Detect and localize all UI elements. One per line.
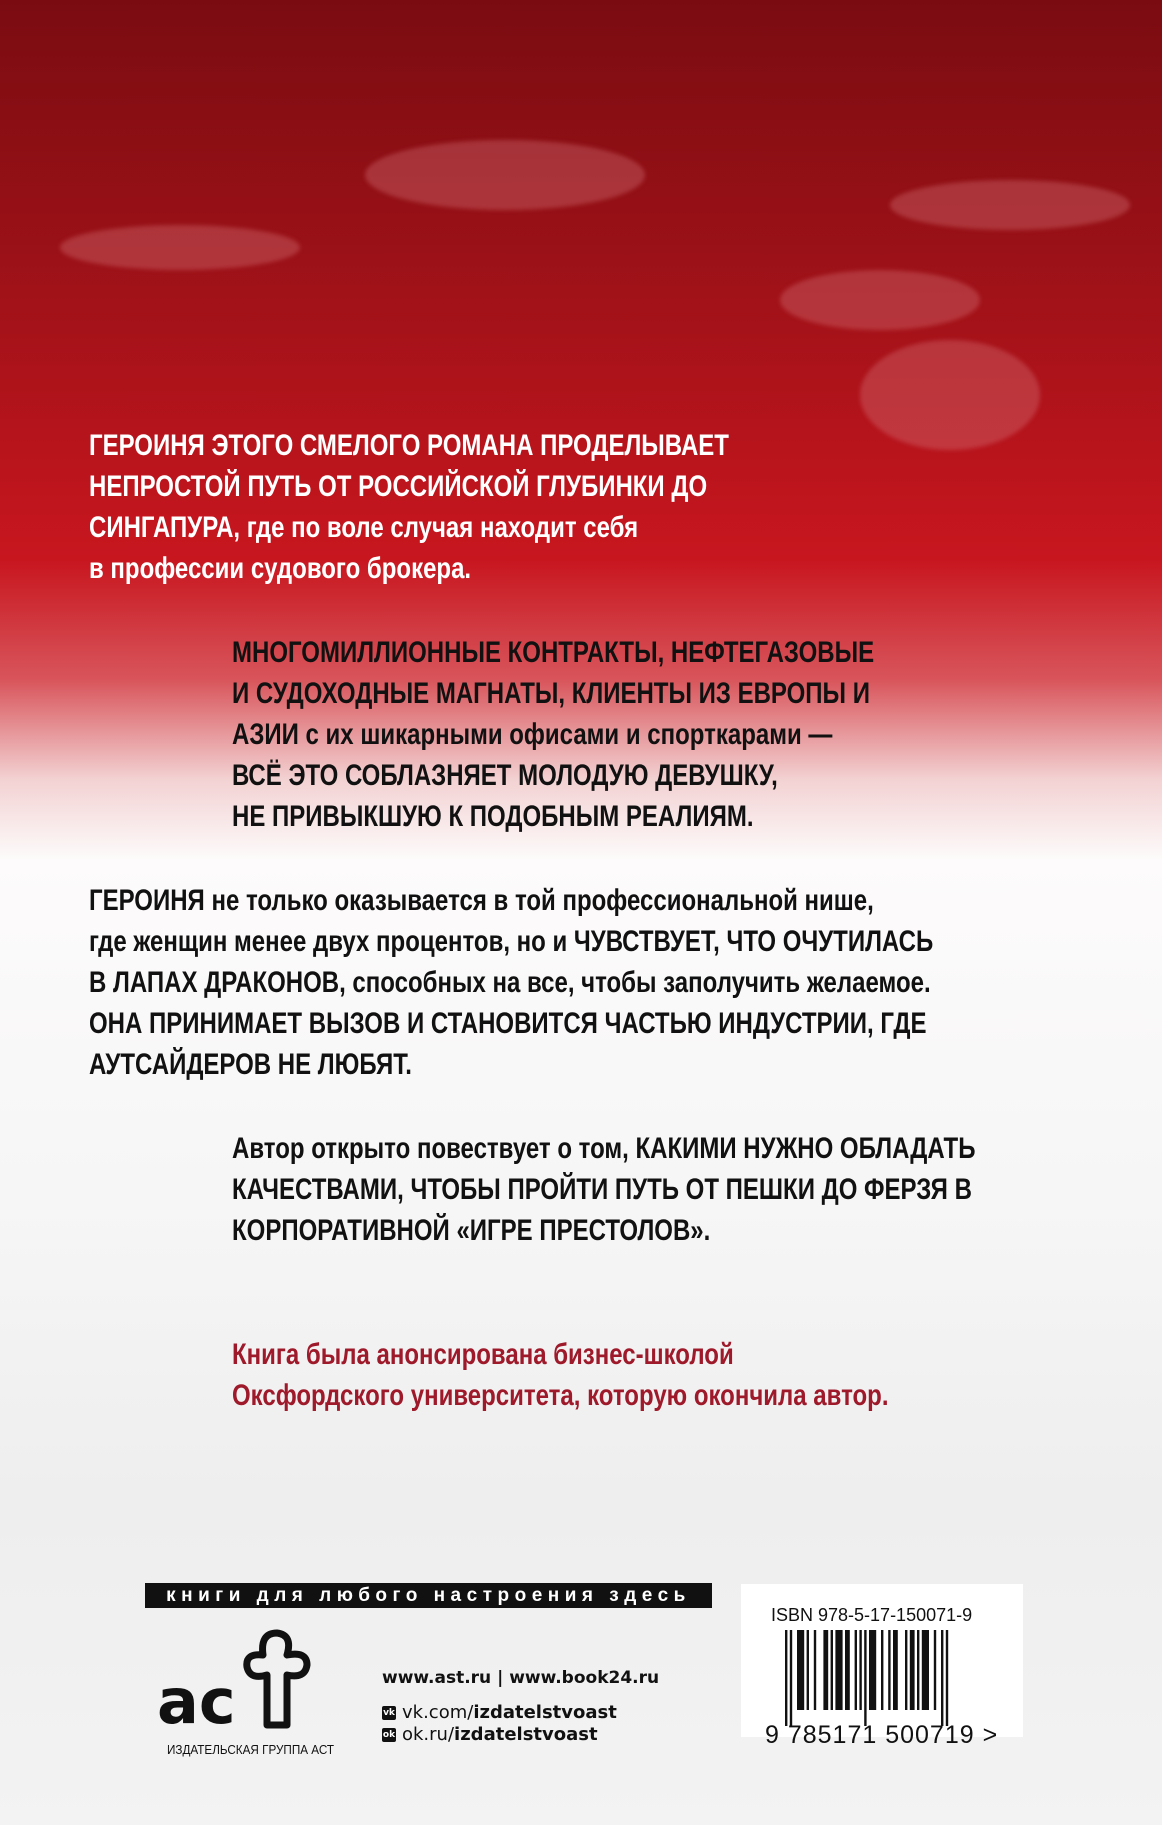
vk-icon: vk (383, 1708, 395, 1718)
text-line: МНОГОМИЛЛИОННЫЕ КОНТРАКТЫ, НЕФТЕГАЗОВЫЕ (232, 636, 875, 669)
text-line: Оксфордского университета, которую окончила автор. (232, 1379, 889, 1412)
barcode-bar (823, 1630, 828, 1710)
text-line: В ЛАПАХ ДРАКОНОВ, способных на все, чтобы заполучить желаемое. (89, 966, 931, 999)
text-line: ГЕРОИНЯ не только оказывается в той профессиональной нише, (89, 884, 874, 917)
ast-logo (155, 1625, 355, 1735)
svg-text:ac: ac (157, 1665, 236, 1735)
text-line: в профессии судового брокера. (89, 552, 472, 585)
barcode-bar (785, 1630, 787, 1726)
text-line: КОРПОРАТИВНОЙ «ИГРЕ ПРЕСТОЛОВ». (232, 1214, 711, 1247)
paragraph-4 (232, 1128, 1161, 1251)
barcode-bar (917, 1630, 919, 1710)
text-line: Автор открыто повествует о том, КАКИМИ НУЖНО ОБЛАДАТЬ (232, 1132, 976, 1165)
vk-handle: izdatelstvoast (473, 1702, 617, 1723)
ok-prefix: ok.ru/ (402, 1724, 455, 1745)
barcode-bar (941, 1630, 943, 1726)
ok-handle: izdatelstvoast (454, 1724, 598, 1745)
cloud-decoration (890, 180, 1130, 230)
barcode-bar (835, 1630, 842, 1710)
barcode-bar (869, 1630, 876, 1710)
barcode-bar (797, 1630, 804, 1710)
barcode-bar (893, 1630, 898, 1710)
isbn-label: ISBN 978-5-17-150071-9 (771, 1605, 973, 1625)
text-line: И СУДОХОДНЫЕ МАГНАТЫ, КЛИЕНТЫ ИЗ ЕВРОПЫ И (232, 677, 870, 710)
text-line: НЕ ПРИВЫКШУЮ К ПОДОБНЫМ РЕАЛИЯМ. (232, 800, 754, 833)
cloud-decoration (780, 270, 980, 330)
text-line: АУТСАЙДЕРОВ НЕ ЛЮБЯТ. (89, 1048, 412, 1081)
barcode-bar (910, 1630, 915, 1710)
website-links[interactable]: www.ast.ru | www.book24.ru (382, 1668, 660, 1688)
barcode (785, 1630, 1007, 1726)
text-line: СИНГАПУРА, где по воле случая находит себя (89, 511, 639, 544)
barcode-bar (855, 1630, 857, 1710)
barcode-bar (807, 1630, 809, 1710)
text-line: ГЕРОИНЯ ЭТОГО СМЕЛОГО РОМАНА ПРОДЕЛЫВАЕТ (89, 429, 729, 462)
text-line: АЗИИ с их шикарными офисами и спорткарами — (232, 718, 833, 751)
text-line: КАЧЕСТВАМИ, ЧТОБЫ ПРОЙТИ ПУТЬ ОТ ПЕШКИ ДО ФЕРЗЯ В (232, 1173, 972, 1206)
text-line: где женщин менее двух процентов, но и ЧУВСТВУЕТ, ЧТО ОЧУТИЛАСЬ (89, 925, 934, 958)
paragraph-oxford (232, 1334, 1053, 1416)
vk-link[interactable] (382, 1702, 659, 1724)
text-line: НЕПРОСТОЙ ПУТЬ ОТ РОССИЙСКОЙ ГЛУБИНКИ ДО (89, 470, 708, 503)
text-line: ВСЁ ЭТО СОБЛАЗНЯЕТ МОЛОДУЮ ДЕВУШКУ, (232, 759, 778, 792)
publisher-caption: ИЗДАТЕЛЬСКАЯ ГРУППА АСТ (167, 1742, 335, 1757)
barcode-bar (864, 1630, 866, 1726)
paragraph-3 (89, 880, 1144, 1085)
barcode-bar (946, 1630, 948, 1726)
barcode-digits: 9 785171 500719 > (765, 1721, 999, 1749)
slogan-banner: книги для любого настроения здесь (145, 1583, 712, 1608)
paragraph-1 (89, 425, 889, 589)
paragraph-2 (232, 632, 1035, 837)
publisher-links (382, 1668, 659, 1746)
text-line: ОНА ПРИНИМАЕТ ВЫЗОВ И СТАНОВИТСЯ ЧАСТЬЮ ИНДУСТРИИ, ГДЕ (89, 1007, 927, 1040)
isbn-barcode-box (741, 1584, 1023, 1749)
barcode-bar (905, 1630, 907, 1710)
barcode-bar (922, 1630, 929, 1710)
barcode-bar (888, 1630, 890, 1710)
barcode-bar (934, 1630, 936, 1710)
text-line: Книга была анонсирована бизнес-школой (232, 1338, 734, 1371)
barcode-bar (831, 1630, 833, 1710)
barcode-bar (814, 1630, 816, 1710)
barcode-bar (859, 1630, 861, 1710)
cloud-decoration (60, 225, 300, 270)
barcode-bar (845, 1630, 850, 1710)
ok-link[interactable] (382, 1724, 659, 1746)
barcode-bar (881, 1630, 883, 1710)
vk-prefix: vk.com/ (402, 1702, 474, 1723)
ok-icon: ok (382, 1730, 396, 1740)
cloud-decoration (365, 140, 645, 210)
barcode-bar (790, 1630, 792, 1726)
